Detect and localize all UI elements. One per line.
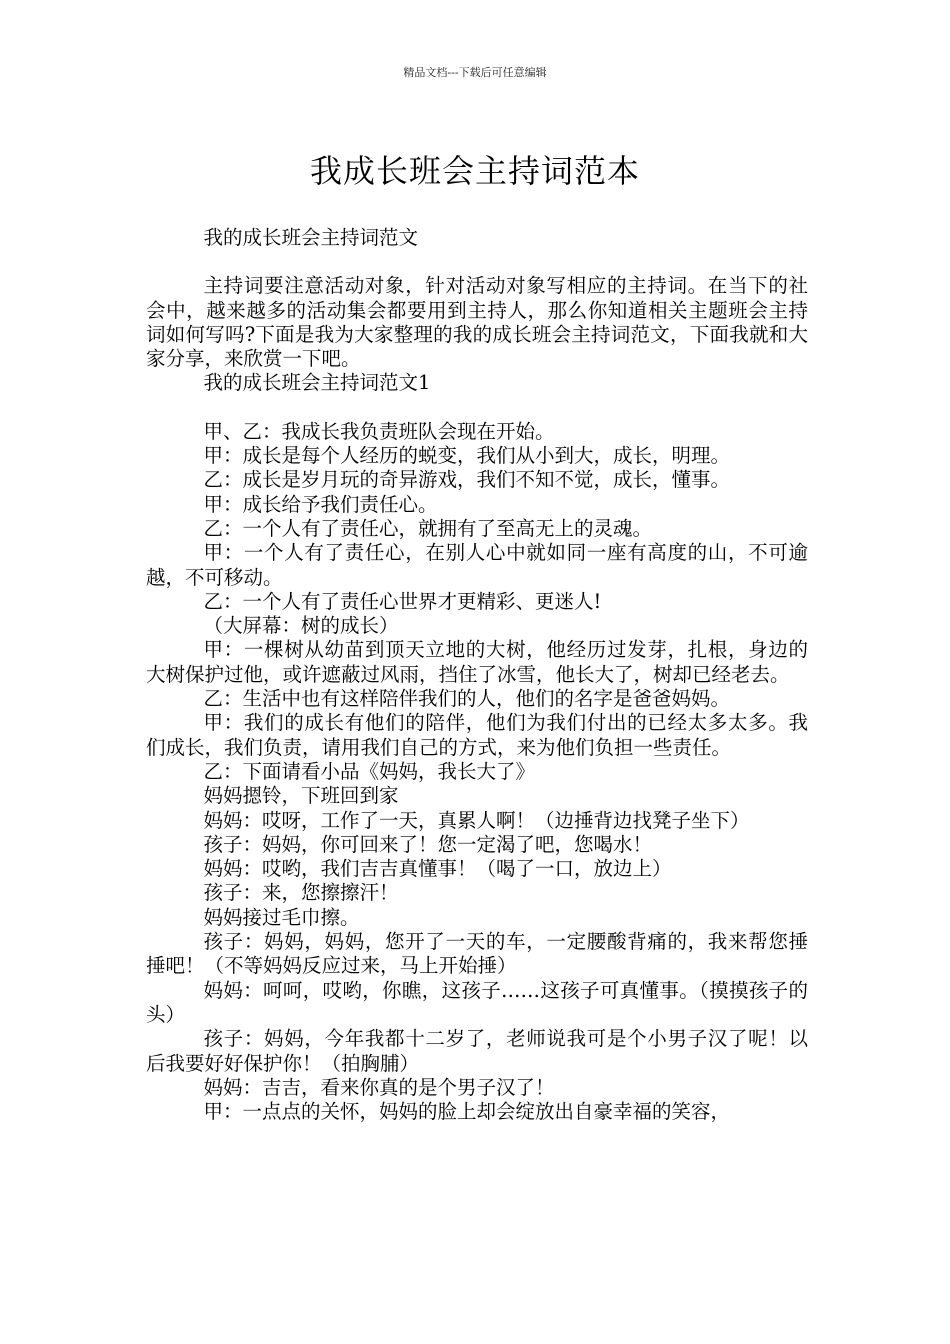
header-note: 精品文档---下载后可任意编辑: [403, 66, 547, 79]
script-line: 甲：成长是每个人经历的蜕变，我们从小到大，成长，明理。: [203, 444, 731, 468]
script-line: 孩子：来，您擦擦汗！: [203, 881, 399, 905]
script-line: 乙：下面请看小品《妈妈，我长大了》: [203, 759, 536, 783]
script-line: 乙：一个人有了责任心，就拥有了至高无上的灵魂。: [203, 516, 653, 540]
script-line: 孩子：妈妈，妈妈，您开了一天的车，一定腰酸背痛的，我来帮您捶捶吧！（不等妈妈反应过来，马上开始捶）: [146, 930, 808, 978]
script-line: 甲：一个人有了责任心，在别人心中就如同一座有高度的山，不可逾越，不可移动。: [146, 541, 808, 589]
script-line: 甲：一棵树从幼苗到顶天立地的大树，他经历过发芽，扎根，身边的大树保护过他，或许遮蔽过风雨，挡住了冰雪，他长大了，树却已经老去。: [146, 638, 808, 686]
intro-paragraph: 主持词要注意活动对象，针对活动对象写相应的主持词。在当下的社会中，越来越多的活动集会都要用到主持人，那么你知道相关主题班会主持词如何写吗?下面是我为大家整理的我的成长班会主持词范文，下面我就和大家分享，来欣赏一下吧。: [146, 274, 808, 371]
script-line: 乙：生活中也有这样陪伴我们的人，他们的名字是爸爸妈妈。: [203, 687, 731, 711]
document-title: 我成长班会主持词范本: [309, 152, 640, 191]
section-heading: 我的成长班会主持词范文: [203, 226, 419, 249]
stage-direction: （大屏幕：树的成长）: [203, 614, 399, 638]
stage-direction: 妈妈接过毛巾擦。: [203, 905, 360, 929]
script-line: 孩子：妈妈，你可回来了！您一定渴了吧，您喝水！: [203, 832, 653, 856]
script-line: 妈妈：哎哟，我们吉吉真懂事！（喝了一口，放边上）: [203, 857, 672, 881]
script-line: 甲：一点点的关怀，妈妈的脸上却会绽放出自豪幸福的笑容，: [203, 1100, 731, 1124]
script-line: 妈妈：呵呵，哎哟，你瞧，这孩子……这孩子可真懂事。（摸摸孩子的头）: [146, 978, 808, 1026]
document-body: [146, 226, 808, 1124]
script-line: 甲、乙：我成长我负责班队会现在开始。: [203, 419, 555, 443]
section-heading: 我的成长班会主持词范文1: [203, 371, 431, 395]
script-line: 甲：成长给予我们责任心。: [203, 492, 438, 516]
script-line: 甲：我们的成长有他们的陪伴，他们为我们付出的已经太多太多。我们成长，我们负责，请用我们自己的方式，来为他们负担一些责任。: [146, 711, 808, 759]
script-line: 乙：一个人有了责任心世界才更精彩、更迷人!: [203, 589, 602, 613]
script-line: 妈妈：哎呀，工作了一天，真累人啊！（边捶背边找凳子坐下）: [203, 808, 750, 832]
script-line: 乙：成长是岁月玩的奇异游戏，我们不知不觉，成长，懂事。: [203, 468, 731, 492]
script-line: 妈妈：吉吉，看来你真的是个男子汉了！: [203, 1075, 555, 1099]
script-line: 孩子：妈妈，今年我都十二岁了，老师说我可是个小男子汉了呢！以后我要好好保护你！（拍胸脯）: [146, 1027, 808, 1075]
stage-direction: 妈妈摁铃，下班回到家: [203, 784, 399, 808]
